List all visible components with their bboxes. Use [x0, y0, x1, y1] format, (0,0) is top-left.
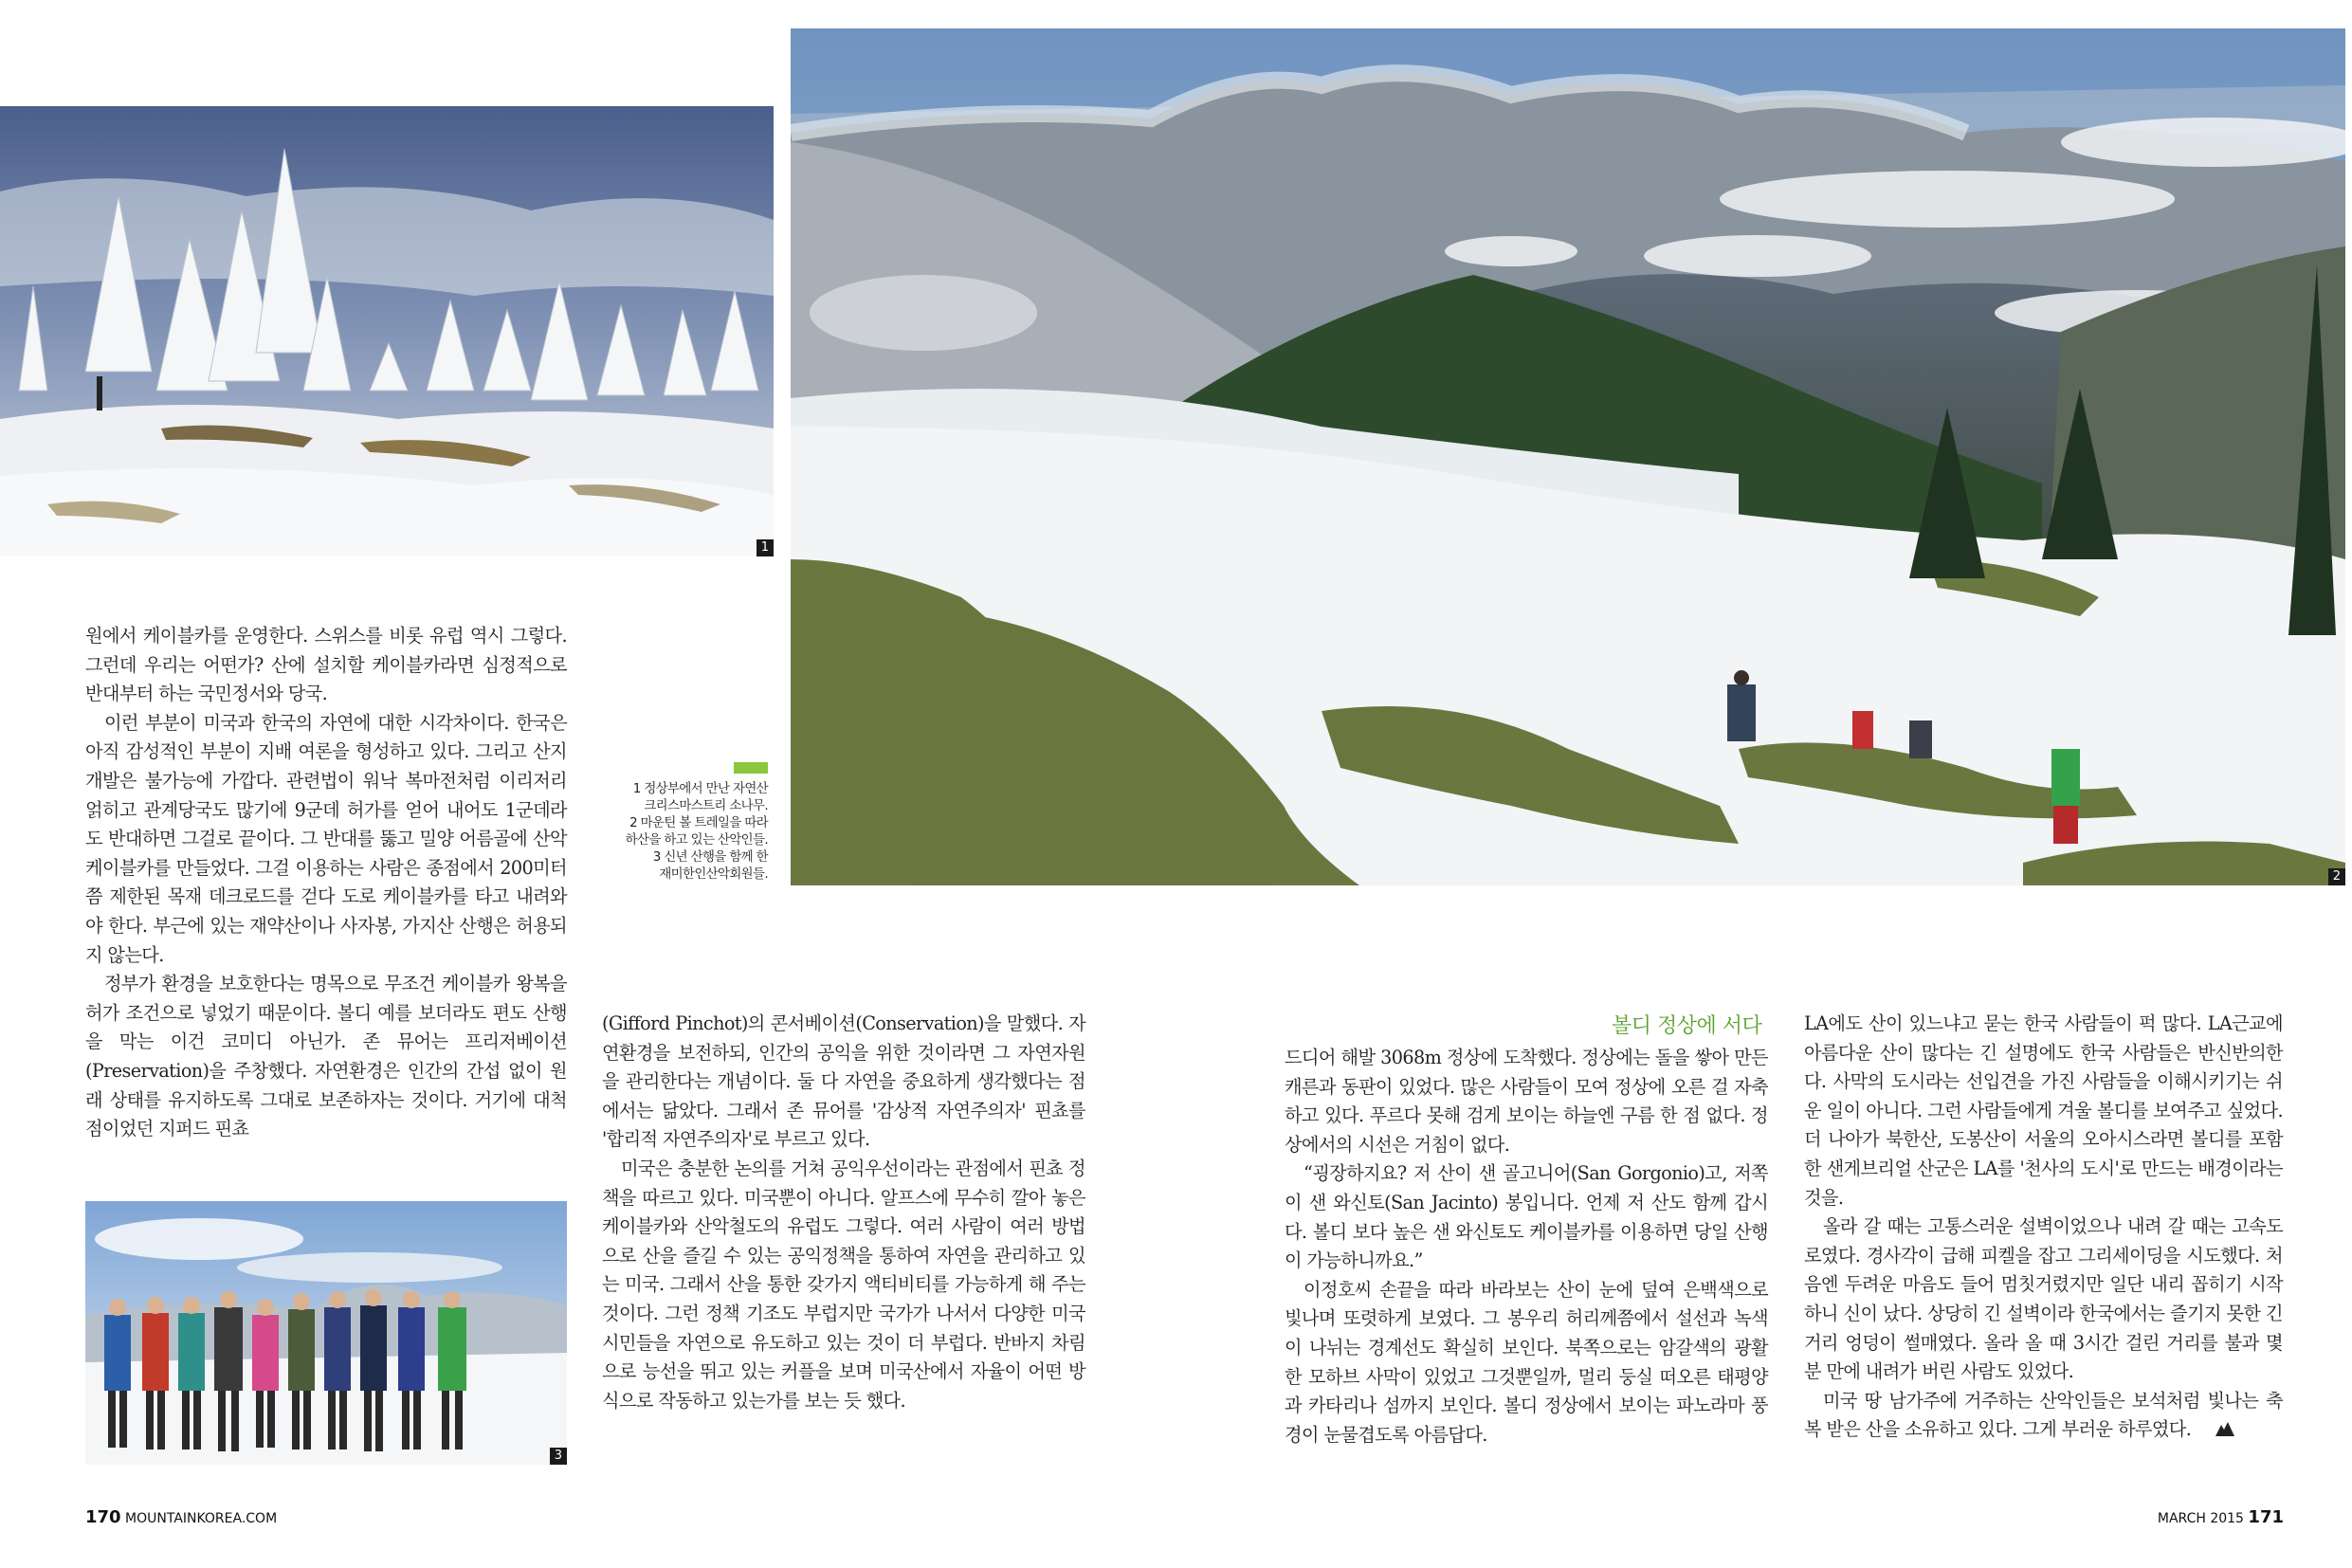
photo-number-3: 3: [550, 1448, 567, 1465]
photo-mountain-panorama: [791, 28, 2345, 885]
folio-left: [85, 1507, 277, 1527]
end-mark-icon: [2197, 1416, 2234, 1446]
issue-date: MARCH 2015: [2157, 1511, 2244, 1526]
caption-line: 하산을 하고 있는 산악인들.: [625, 833, 768, 848]
paragraph: 원에서 케이블카를 운영한다. 스위스를 비롯 유럽 역시 그렇다. 그런데 우리는 어떤가? 산에 설치할 케이블카라면 심정적으로 반대부터 하는 국민정서와 당국.: [85, 625, 567, 705]
section-heading: 볼디 정상에 서다: [1612, 1014, 1762, 1038]
paragraph: 정부가 환경을 보호한다는 명목으로 무조건 케이블카 왕복을 허가 조건으로 넣었기 때문이다. 볼디 예를 보더라도 편도 산행을 막는 이건 코미디 아닌가. 존 뮤어는 프리저베이션(Preservation)을 주창했다. 자연환경은 인간의 간섭 없이 원래 상태를 유지하도록 그대로 보존하자는 것이다. 거기에 대척점이었던 지퍼드 핀쵸: [85, 973, 567, 1140]
paragraph: LA에도 산이 있느냐고 묻는 한국 사람들이 퍽 많다. LA근교에 아름다운 산이 많다는 긴 설명에도 한국 사람들은 반신반의한다. 사막의 도시라는 선입견을 가진 사람들을 이해시키기는 쉬운 일이 아니다. 그런 사람들에게 겨울 볼디를 보여주고 싶었다. 더 나아가 북한산, 도봉산이 서울의 오아시스라면 볼디를 포함한 샌게브리얼 산군은 LA를 '천사의 도시'로 만드는 배경이라는 것을.: [1804, 1012, 2283, 1209]
photo-group: [85, 1201, 567, 1465]
body-column-4: [1804, 1010, 2283, 1446]
page-number-right: 171: [2248, 1507, 2284, 1527]
body-column-1: [85, 622, 567, 1144]
paragraph-text: 미국 땅 남가주에 거주하는 산악인들은 보석처럼 빛나는 축복 받은 산을 소유하고 있다. 그게 부러운 하루였다.: [1804, 1389, 2283, 1441]
paragraph: 드디어 해발 3068m 정상에 도착했다. 정상에는 돌을 쌓아 만든 캐른과 동판이 있었다. 많은 사람들이 모여 정상에 오른 걸 자축하고 있다. 푸르다 못해 검게 보이는 하늘엔 구름 한 점 없다. 정상에서의 시선은 거침이 없다.: [1285, 1047, 1768, 1156]
caption-line: 재미한인산악회원들.: [659, 867, 768, 882]
folio-right: [2158, 1507, 2284, 1527]
page-number-left: 170: [85, 1507, 121, 1527]
caption-line: 2 마운틴 볼 트레일을 따라: [629, 816, 768, 830]
paragraph: “굉장하지요? 저 산이 샌 골고니어(San Gorgonio)고, 저쪽이 샌 와신토(San Jacinto) 봉입니다. 언제 저 산도 함께 갑시다. 볼디 보다 높은 샌 와신토도 케이블카를 이용하면 당일 산행이 가능하니까요.”: [1285, 1162, 1768, 1272]
photo-number-2: 2: [2328, 868, 2345, 885]
caption-accent-bar: [734, 762, 768, 774]
paragraph: 이정호씨 손끝을 따라 바라보는 산이 눈에 덮여 은백색으로 빛나며 또렷하게 보였다. 그 봉우리 허리께쯤에서 설선과 녹색이 나뉘는 경계선도 확실히 보인다. 북쪽으로는 암갈색의 광활한 모하브 사막이 있었고 그것뿐일까, 멀리 둥실 떠오른 태평양과 카타리나 섬까지 보인다. 볼디 정상에서 보이는 파노라마 풍경이 눈물겹도록 아름답다.: [1285, 1278, 1768, 1446]
body-column-3: [1285, 1044, 1768, 1449]
paragraph: 올라 갈 때는 고통스러운 설벽이었으나 내려 갈 때는 고속도로였다. 경사각이 급해 피켈을 잡고 그리세이딩을 시도했다. 처음엔 두려운 마음도 들어 멈칫거렸지만 일단 내리 꼽히기 시작하니 신이 났다. 상당히 긴 설벽이라 한국에서는 즐기지 못한 긴 거리 엉덩이 썰매였다. 올라 올 때 3시간 걸린 거리를 불과 몇 분 만에 내려가 버린 사람도 있었다.: [1804, 1215, 2283, 1383]
paragraph: 이런 부분이 미국과 한국의 자연에 대한 시각차이다. 한국은 아직 감성적인 부분이 지배 여론을 형성하고 있다. 그리고 산지개발은 불가능에 가깝다. 관련법이 워낙 복마전처럼 이리저리 얽히고 관계당국도 많기에 9군데 허가를 얻어 내어도 1군데라도 반대하면 그걸로 끝이다. 그 반대를 뚫고 밀양 어름골에 산악케이블카를 만들었다. 그걸 이용하는 사람은 종점에서 200미터쯤 제한된 목재 데크로드를 걷다 도로 케이블카를 타고 내려와야 한다. 부근에 있는 재약산이나 사자봉, 가지산 산행은 허용되지 않는다.: [85, 711, 567, 966]
paragraph: [1804, 1387, 2283, 1446]
paragraph: (Gifford Pinchot)의 콘서베이션(Conservation)을 말했다. 자연환경을 보전하되, 인간의 공익을 위한 것이라면 그 자연자원을 관리한다는 개념이다. 둘 다 자연을 중요하게 생각했다는 점에서는 닮았다. 그래서 존 뮤어를 '감상적 자연주의자' 핀쵸를 '합리적 자연주의자'로 부르고 있다.: [602, 1012, 1085, 1151]
caption-line: 1 정상부에서 만난 자연산: [632, 782, 768, 796]
photo-number-1: 1: [757, 539, 774, 556]
caption-line: 3 신년 산행을 함께 한: [652, 850, 768, 865]
body-column-2: [602, 1010, 1085, 1415]
site-name: MOUNTAINKOREA.COM: [125, 1511, 278, 1526]
caption-line: 크리스마스트리 소나무.: [644, 799, 768, 813]
photo-frosted-trees: [0, 106, 774, 556]
paragraph: 미국은 충분한 논의를 거쳐 공익우선이라는 관점에서 핀쵸 정책을 따르고 있다. 미국뿐이 아니다. 알프스에 무수히 깔아 놓은 케이블카와 산악철도의 유럽도 그렇다. 여러 사람이 여러 방법으로 산을 즐길 수 있는 공익정책을 통하여 자연을 관리하고 있는 미국. 그래서 산을 통한 갖가지 액티비티를 가능하게 해 주는 것이다. 그런 정책 기조도 부럽지만 국가가 나서서 다양한 미국시민들을 자연으로 유도하고 있는 것이 더 부럽다. 반바지 차림으로 능선을 뛰고 있는 커플을 보며 미국산에서 자율이 어떤 방식으로 작동하고 있는가를 보는 듯 했다.: [602, 1157, 1085, 1412]
